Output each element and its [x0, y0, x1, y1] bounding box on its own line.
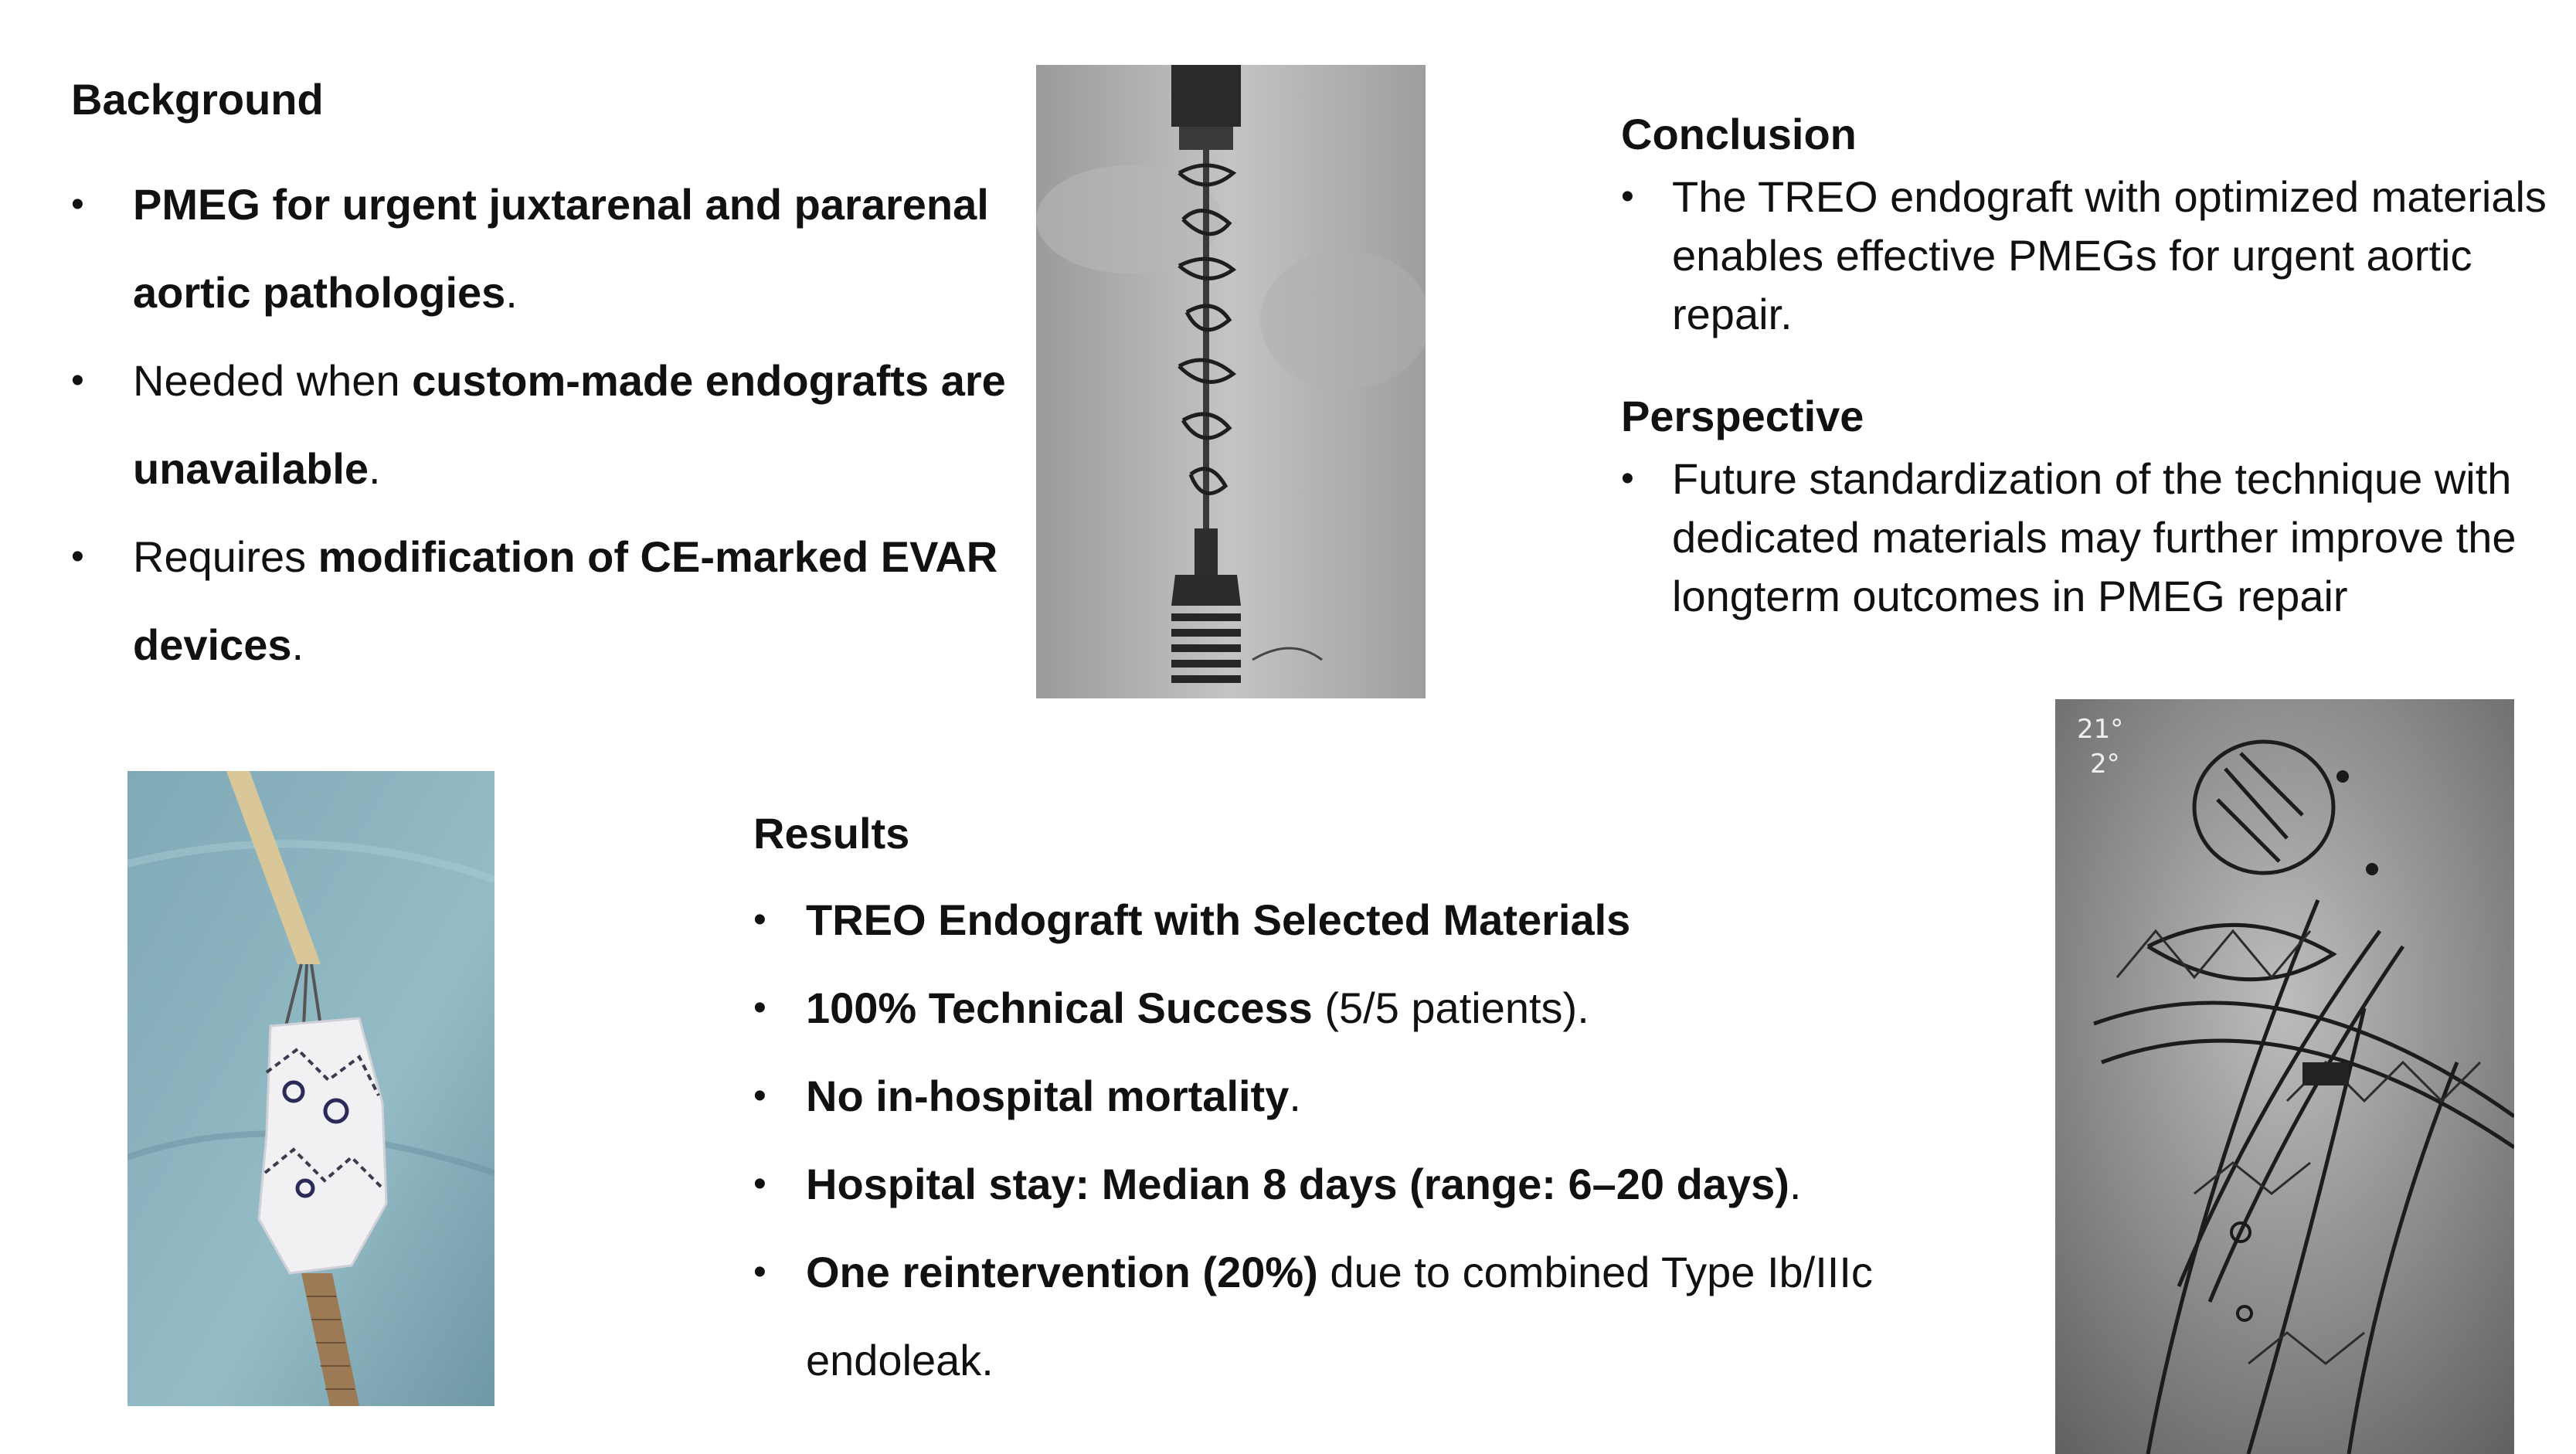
bullet-marker: • [753, 1164, 766, 1205]
fluoroscopy-image-right [2055, 699, 2514, 1454]
bullet-item [753, 964, 2067, 1052]
bullet-marker: • [71, 360, 84, 402]
bullet-marker: • [71, 184, 84, 226]
background-section [71, 73, 1021, 689]
bullet-text: Future standardization of the technique with dedicated materials may further improve the longterm outcomes in PMEG repair [1672, 454, 2517, 621]
perspective-section [1621, 390, 2576, 626]
bullet-item [753, 1228, 2067, 1405]
bullet-item [753, 1052, 2067, 1140]
bullet-text: Requires [133, 532, 318, 582]
bullet-marker: • [1621, 176, 1634, 218]
results-section [753, 807, 2067, 1405]
bullet-marker: • [753, 1252, 766, 1293]
bullet-text: Needed when [133, 356, 413, 406]
bullet-text-bold: modification of CE-marked EVAR devices [133, 532, 998, 670]
bullet-text: . [369, 444, 381, 494]
bullet-marker: • [71, 536, 84, 578]
results-heading: Results [753, 809, 910, 858]
bullet-text-bold: 100% Technical Success [806, 983, 1313, 1033]
bullet-text-bold: One reintervention (20%) [806, 1248, 1318, 1297]
bullet-text-bold: custom-made endografts are unavailable [133, 356, 1006, 494]
conclusion-heading: Conclusion [1621, 110, 1857, 158]
fluoroscopy-image-top [1036, 65, 1426, 698]
results-bullet-list [753, 876, 2067, 1405]
fluoroscopy-branch-graphic [2055, 699, 2514, 1454]
bullet-item [1621, 168, 2576, 344]
bullet-text-bold: No in-hospital mortality [806, 1072, 1290, 1121]
bullet-marker: • [753, 987, 766, 1029]
bullet-text-bold: PMEG for urgent juxtarenal and pararenal aortic pathologies [133, 180, 989, 318]
bullet-item [71, 513, 1021, 689]
bullet-item [71, 337, 1021, 513]
bullet-text: due to combined Type Ib/IIIc endoleak. [806, 1248, 1873, 1385]
bullet-item [71, 161, 1021, 337]
bullet-text-bold: Hospital stay: Median 8 days (range: 6–20 days) [806, 1160, 1789, 1209]
bullet-text: (5/5 patients). [1312, 983, 1589, 1033]
conclusion-bullet-list [1621, 168, 2576, 344]
endograft-device-photo [127, 771, 494, 1406]
bullet-item [753, 876, 2067, 964]
bullet-item [1621, 450, 2576, 626]
bullet-marker: • [1621, 458, 1634, 500]
bullet-text: The TREO endograft with optimized materials enables effective PMEGs for urgent aortic repair. [1672, 172, 2547, 339]
bullet-text: . [1789, 1160, 1802, 1209]
bullet-text-bold: TREO Endograft with Selected Materials [806, 895, 1631, 945]
bullet-text: . [505, 268, 518, 318]
angle-readout-1: 21° [2077, 714, 2124, 745]
angle-readout-2: 2° [2090, 749, 2120, 780]
bullet-item [753, 1140, 2067, 1228]
bullet-marker: • [753, 899, 766, 941]
fluoroscopy-stent-graphic [1036, 65, 1426, 698]
background-heading: Background [71, 75, 324, 124]
bullet-text: . [291, 620, 304, 670]
perspective-heading: Perspective [1621, 392, 1864, 440]
bullet-text: . [1289, 1072, 1301, 1121]
background-bullet-list [71, 161, 1021, 689]
endograft-device-graphic [127, 771, 494, 1406]
conclusion-section [1621, 108, 2576, 344]
bullet-marker: • [753, 1075, 766, 1117]
perspective-bullet-list [1621, 450, 2576, 626]
